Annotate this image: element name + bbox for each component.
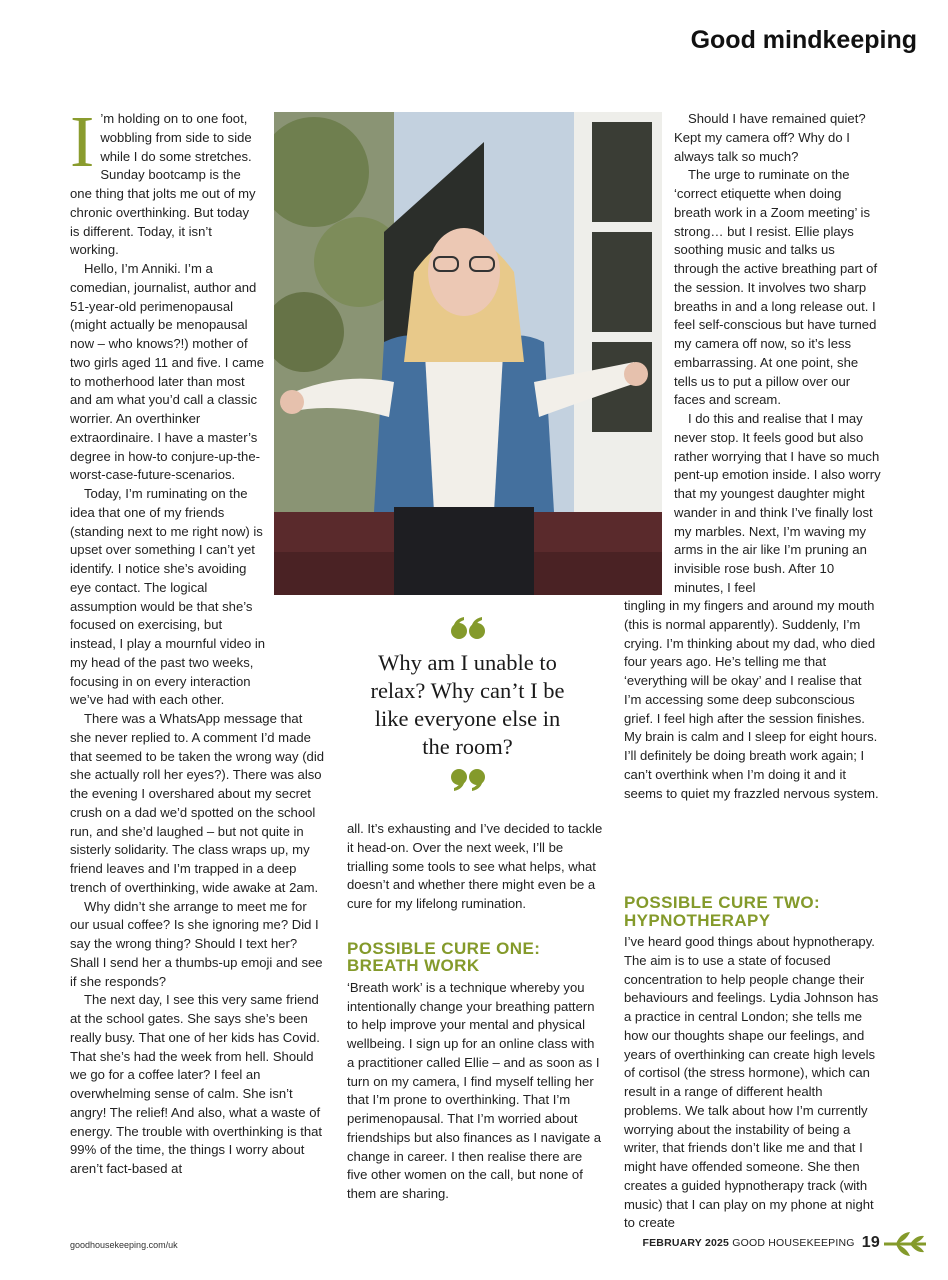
paragraph: Why didn’t she arrange to meet me for our usual coffee? Is she ignoring me? Did I say the wrong thing? Should I text her? Shall I send her a thumbs-up emoji and see if she responds? — [70, 898, 323, 989]
paragraph: Hello, I’m Anniki. I’m a comedian, journalist, author and 51-year-old perimenopausal (might actually be menopausal now – who knows?!) mother of two girls aged 11 and five. I came to motherhood later than most and am what you’d call a classic worrier. An overthinker extraordinaire. I have a master’s degree in how-to conjure-up-the-worst-case-future-scenarios. — [70, 261, 265, 483]
paragraph: The urge to ruminate on the ‘correct etiquette when doing breath work in a Zoom meeting’ is strong… but I resist. Ellie plays soothing music and talks us through the active breathing part of the session. It involves two sharp breaths in and a long release out. I feel self-conscious but have turned my camera off now, so it’s less embarrassing. At one point, she tells us to put a pillow over our faces and scream. — [674, 167, 878, 408]
footer-issue — [642, 1234, 880, 1252]
article-column-3-top — [674, 110, 882, 598]
section-title: Good mindkeeping — [690, 26, 917, 54]
footer-url: goodhousekeeping.com/uk — [70, 1240, 178, 1250]
close-quote-icon — [450, 767, 486, 793]
magazine-name: GOOD HOUSEKEEPING — [732, 1237, 855, 1249]
open-quote-icon — [450, 615, 486, 641]
pull-quote — [360, 615, 575, 793]
article-column-3-continued — [624, 597, 882, 803]
subheading-breath-work: POSSIBLE CURE ONE: BREATH WORK — [347, 938, 541, 976]
drop-cap: I — [70, 101, 95, 182]
pull-quote-text: Why am I unable to relax? Why can’t I be like everyone else in the room? — [370, 650, 565, 759]
article-column-2 — [347, 820, 604, 1204]
article-column-3-hypnotherapy — [624, 894, 882, 1233]
page-number: 19 — [861, 1234, 880, 1251]
issue-date: FEBRUARY 2025 — [642, 1237, 730, 1249]
paragraph: The next day, I see this very same friend at the school gates. She says she’s been really busy. That one of her kids has Covid. That she’s had the week from hell. Should we go for a coffee later? I feel an overwhelming sense of calm. She isn’t angry! The relief! And also, what a waste of energy. The trouble with overthinking is that 99% of the time, the things I worry about aren’t fact-based at — [70, 992, 323, 1176]
paragraph: I do this and realise that I may never stop. It feels good but also rather worrying that I have so much pent-up emotion inside. I also worry that my youngest daughter might wander in and think I’ve finally lost my marbles. Next, I’m waving my arms in the air like I’m pruning an invisible rose bush. After 10 minutes, I feel — [674, 411, 881, 595]
paragraph: tingling in my fingers and around my mouth (this is normal apparently). Suddenly, I’m crying. I’m thinking about my dad, who died four years ago. He’s telling me that ‘everything will be okay’ and I realise that I’m accessing some deep subconscious grief. I feel high after the session finishes. My brain is calm and I sleep for eight hours. I’ll definitely be doing breath work again; I can’t overthink when I’m doing it and it seems to quiet my frazzled nervous system. — [624, 598, 879, 801]
opening-paragraph: I ’m holding on to one foot, wobbling from side to side while I do some stretches. Sunday bootcamp is the one thing that jolts me out of my chronic overthinking. But today is different. Today, it isn’t working. — [70, 101, 256, 258]
paragraph: Today, I’m ruminating on the idea that one of my friends (standing next to me right now) is upset over something I can’t yet identify. I notice she’s avoiding eye contact. The logical assumption would be that she’s focused on exercising, but instead, I play a mournful video in my head of the past two weeks, focusing in on every interaction we’ve had with each other. — [70, 486, 266, 708]
paragraph: ‘Breath work’ is a technique whereby you intentionally change your breathing pattern to help improve your mental and physical wellbeing. I sign up for an online class with a practitioner called Ellie – and as soon as I turn on my camera, I find myself telling her that I’m prone to overthinking. That I’m perimenopausal. That I’m worried about friendships but also finances as I navigate a change in career. I then realise there are five other women on the call, but none of them are sharing. — [347, 979, 602, 1201]
paragraph: all. It’s exhausting and I’ve decided to tackle it head-on. Over the next week, I’ll be trialling some tools to see what helps, what doesn’t and whether there might even be a cure for my lifelong rumination. — [347, 821, 603, 911]
leaf-icon — [882, 1231, 928, 1257]
article-photo — [274, 112, 662, 595]
subheading-hypnotherapy: POSSIBLE CURE TWO: HYPNOTHERAPY — [624, 893, 821, 930]
paragraph: Should I have remained quiet? Kept my camera off? Why do I always talk so much? — [674, 111, 866, 164]
paragraph: There was a WhatsApp message that she never replied to. A comment I’d made that seemed to be taken the wrong way (did she actually roll her eyes?). There was also the evening I overshared about my secret crush on a dad we’d spotted on the school run, and she’d laughed – but not quite in sisterly solidarity. The class wraps up, my friend leaves and I’m trapped in a deep trench of overthinking, wide awake at 2am. — [70, 711, 325, 895]
paragraph: I’ve heard good things about hypnotherapy. The aim is to use a state of focused concentration to help people change their behaviours and feelings. Lydia Johnson has a practice in central London; she tells me how our thoughts shape our feelings, and years of overthinking can create high levels of cortisol (the stress hormone), which can result in a range of different health problems. We talk about how I’m currently worrying about the instability of being a writer, that friends don’t like me and that I might have offended someone. She then creates a guided hypnotherapy track (with music) that I can play on my phone at night to create — [624, 934, 879, 1231]
